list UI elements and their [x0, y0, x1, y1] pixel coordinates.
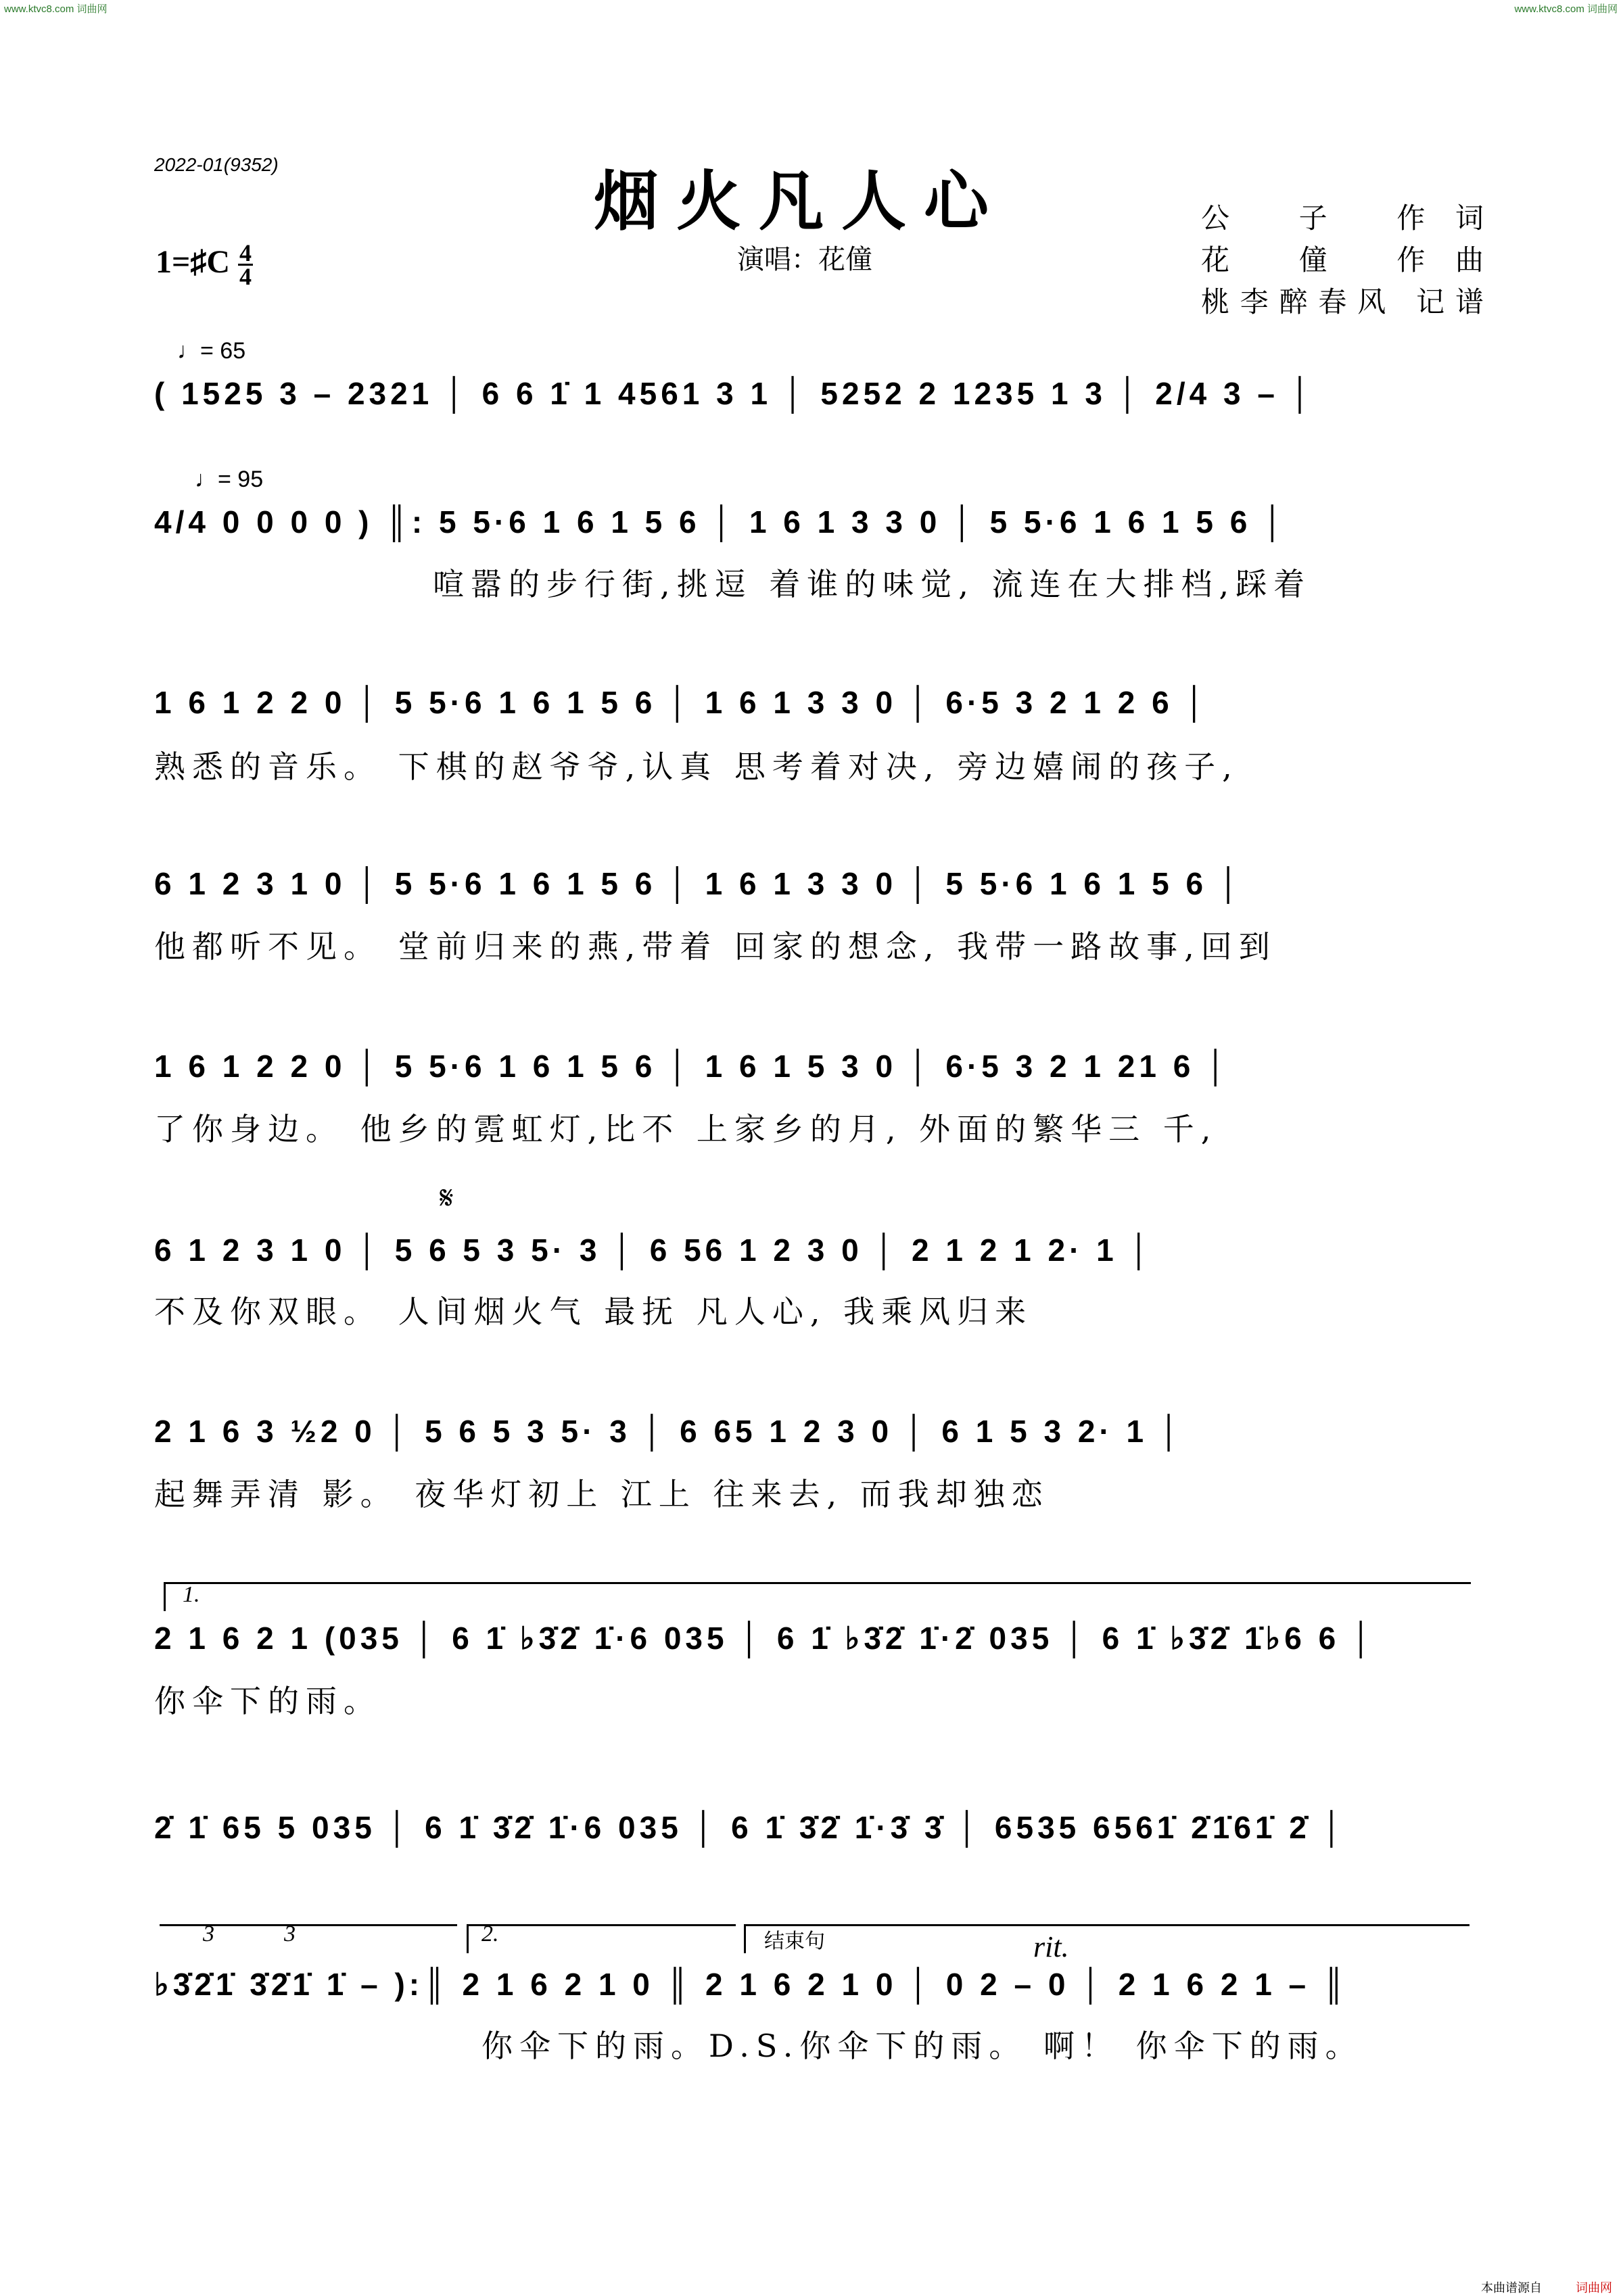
notes-line-6: 6 1 2 3 1 0 │ 5 6 5 3 5· 3 │ 6 56 1 2 3 0 │ 2 1 2 1 2· 1 │ [154, 1233, 1154, 1268]
song-title: 烟火凡人心 [594, 163, 1006, 239]
notes-line-1: ( 1525 3 – 2321 │ 6 6 1̇ 1 4561 3 1 │ 5252 2 1235 1 3 │ 2/4 3 – │ [154, 376, 1315, 411]
volta-1-bracket [164, 1582, 1471, 1611]
watermark-right: www.ktvc8.com 词曲网 [1514, 3, 1618, 15]
notes-line-4: 6 1 2 3 1 0 │ 5 5·6 1 6 1 5 6 │ 1 6 1 3 3 0 │ 5 5·6 1 6 1 5 6 │ [154, 866, 1244, 901]
key-signature [156, 239, 253, 291]
transcriber-credit: 桃李醉春风 记谱 [1201, 285, 1485, 318]
lyric-line-2: 喧嚣的步行街,挑逗 着谁的味觉, 流连在大排档,踩着 [433, 566, 1312, 602]
triplet-mark-2: 3 [284, 1921, 296, 1946]
notes-line-8: 2 1 6 2 1 (035 │ 6 1̇ ♭3̇2̇ 1̇·6 035 │ 6 1̇ ♭3̇2̇ 1̇·2̇ 035 │ 6 1̇ ♭3̇2̇ 1̇♭6 6 │ [154, 1621, 1376, 1656]
notes-line-7: 2 1 6 3 ½2 0 │ 5 6 5 3 5· 3 │ 6 65 1 2 3 0 │ 6 1 5 3 2· 1 │ [154, 1414, 1184, 1449]
key-label: 1=♯C [156, 243, 231, 280]
notes-line-3: 1 6 1 2 2 0 │ 5 5·6 1 6 1 5 6 │ 1 6 1 3 3 0 │ 6·5 3 2 1 2 6 │ [154, 685, 1210, 720]
singer: 演唱：花僮 [737, 244, 872, 275]
lyric-line-3: 熟悉的音乐。 下棋的赵爷爷,认真 思考着对决, 旁边嬉闹的孩子, [154, 748, 1239, 785]
lyric-line-7: 起舞弄清 影。 夜华灯初上 江上 往来去, 而我却独恋 [154, 1476, 1050, 1512]
composer-credit: 花 僮 作曲 [1201, 243, 1485, 277]
ending-label: 结束句 [764, 1930, 825, 1953]
lyric-line-6: 不及你双眼。 人间烟火气 最抚 凡人心, 我乘风归来 [154, 1293, 1033, 1330]
triplet-mark-1: 3 [203, 1921, 214, 1946]
lyric-line-10: 你伞下的雨。D.S.你伞下的雨。 啊！ 你伞下的雨。 [481, 2028, 1363, 2064]
volta-1-label: 1. [183, 1582, 200, 1607]
time-top: 4 [239, 239, 252, 266]
tempo-verse: ♩= 95 [195, 467, 264, 492]
lyricist-credit: 公 子 作词 [1201, 201, 1485, 235]
time-signature [238, 239, 253, 291]
volta-2-bracket [467, 1924, 736, 1953]
notes-line-10: ♭3̇2̇1̇ 3̇2̇1̇ 1̇ – ):║ 2 1 6 2 1 0 ║ 2 1 6 2 1 0 │ 0 2 – 0 │ 2 1 6 2 1 – ║ [154, 1967, 1349, 2002]
notes-line-2: 4/4 0 0 0 0 ) ║: 5 5·6 1 6 1 5 6 │ 1 6 1 3 3 0 │ 5 5·6 1 6 1 5 6 │ [154, 504, 1288, 540]
lyric-line-4: 他都听不见。 堂前归来的燕,带着 回家的想念, 我带一路故事,回到 [154, 928, 1277, 965]
notes-line-5: 1 6 1 2 2 0 │ 5 5·6 1 6 1 5 6 │ 1 6 1 5 3 0 │ 6·5 3 2 1 21 6 │ [154, 1049, 1231, 1084]
ending-bracket [744, 1924, 1469, 1953]
segno-mark: 𝄋 [440, 1179, 454, 1217]
watermark-left: www.ktvc8.com 词曲网 [4, 3, 108, 15]
volta-2-label: 2. [481, 1921, 499, 1946]
footer-source: 本曲谱源自 [1481, 2281, 1542, 2295]
footer-site: 词曲网 [1576, 2281, 1612, 2295]
notes-line-9: 2̇ 1̇ 65 5 035 │ 6 1̇ 3̇2̇ 1̇·6 035 │ 6 1̇ 3̇2̇ 1̇·3̇ 3̇ │ 6535 6561̇ 2̇1̇61̇ 2̇ │ [154, 1810, 1347, 1845]
catalog-number: 2022-01(9352) [154, 154, 279, 175]
rit-mark: rit. [1033, 1930, 1069, 1963]
time-bottom: 4 [239, 263, 252, 291]
lyric-line-8: 你伞下的雨。 [154, 1683, 381, 1719]
lyric-line-5: 了你身边。 他乡的霓虹灯,比不 上家乡的月, 外面的繁华三 千, [154, 1111, 1218, 1147]
tempo-intro: ♩= 65 [177, 338, 246, 364]
